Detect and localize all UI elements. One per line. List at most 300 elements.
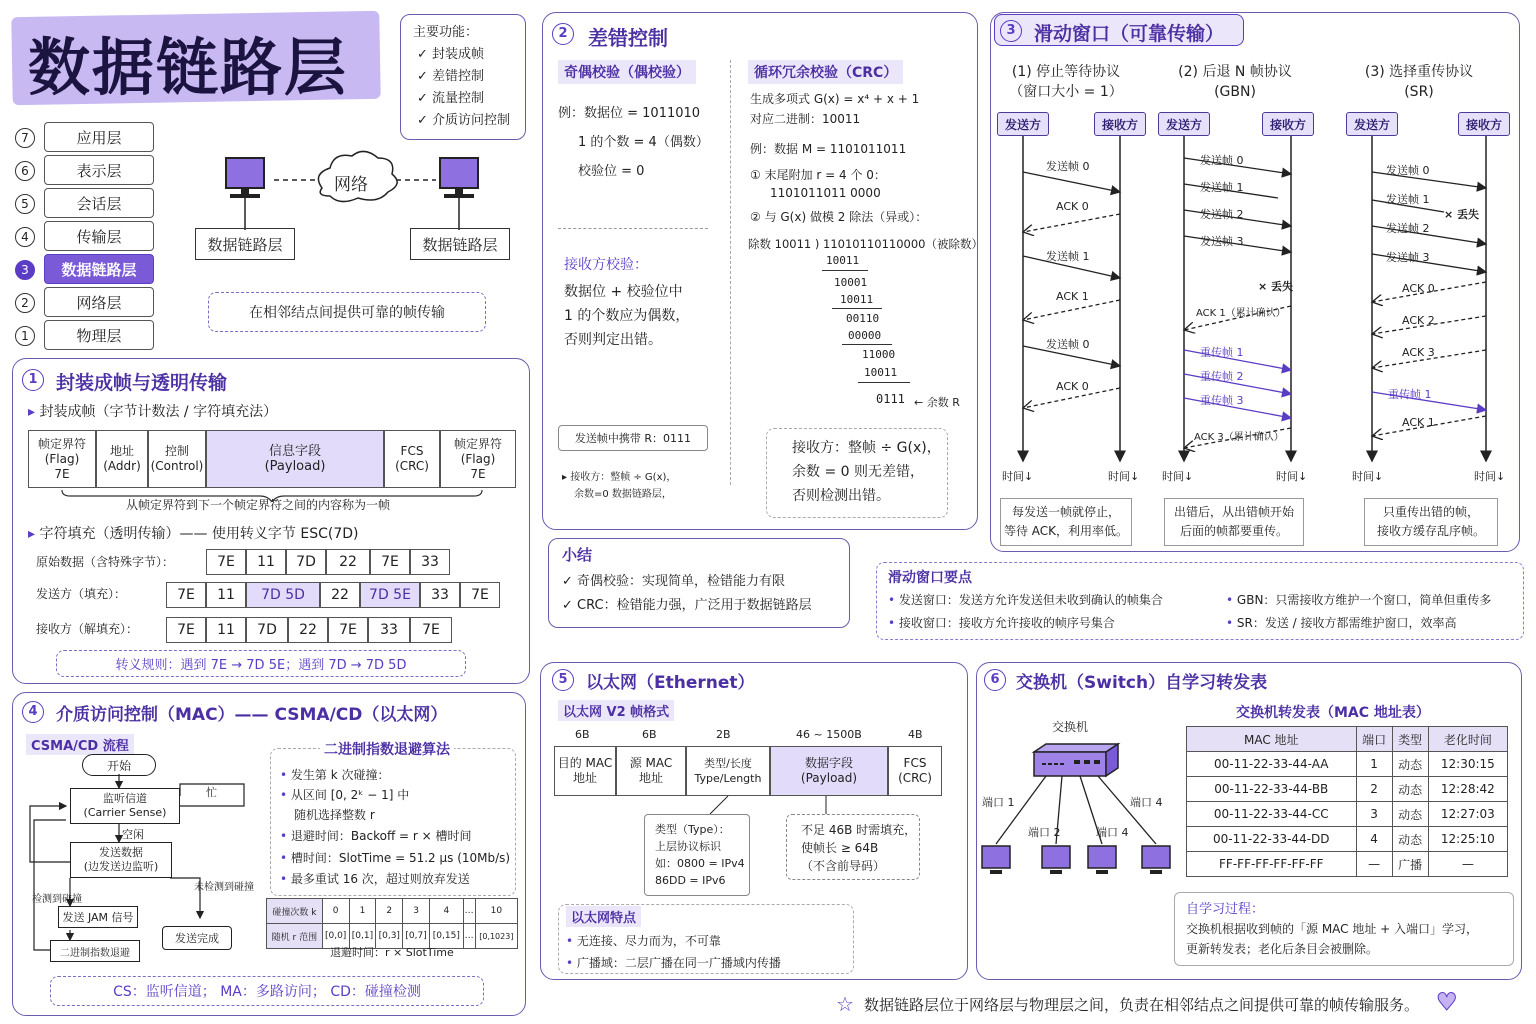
- stuffing-subtitle: [28, 524, 359, 544]
- msg-label: ACK 2: [1402, 314, 1435, 327]
- table-cell: 1: [1356, 752, 1392, 777]
- crc-recv-line: 余数 = 0 则无差错，: [792, 464, 924, 480]
- desc-line: 每发送一帧就停止，: [1011, 505, 1120, 519]
- div-step: 11000: [862, 348, 896, 361]
- table-cell: 动态: [1392, 802, 1428, 827]
- msg-label-resend: 重传帧 1: [1200, 346, 1244, 359]
- msg-label: ACK 0: [1402, 282, 1435, 295]
- backoff-table: [266, 898, 518, 949]
- keypoint-text: 接收窗口：接收方允许接收的帧序号集合: [898, 616, 1115, 630]
- flow-jam: 发送 JAM 信号: [58, 906, 138, 928]
- table-cell: 0: [322, 899, 349, 924]
- table-row: [1187, 852, 1508, 877]
- keypoint-text: SR：发送 / 接收方都需维护窗口，效率高: [1236, 616, 1457, 630]
- msg-label: 发送帧 0: [1046, 160, 1090, 173]
- byte-cell: 7D: [286, 549, 326, 575]
- layer-number: 4: [15, 227, 35, 247]
- time-label: 时间↓: [1352, 470, 1384, 483]
- msg-label: 发送帧 3: [1386, 251, 1430, 264]
- layer-number: 1: [15, 326, 35, 346]
- protocol-desc: [1164, 498, 1304, 546]
- table-cell: 2: [1356, 777, 1392, 802]
- table-cell: 4: [429, 899, 463, 924]
- keypoint: • SR：发送 / 接收方都需维护窗口，效率高: [1226, 616, 1457, 630]
- section-4-title: 介质访问控制（MAC）—— CSMA/CD（以太网）: [56, 705, 448, 725]
- table-row: [1187, 827, 1508, 852]
- footer-text: 数据链路层位于网络层与物理层之间，负责在相邻结点之间提供可靠的帧传输服务。: [864, 996, 1420, 1014]
- protocol-desc: [1000, 498, 1132, 546]
- layer-number: 6: [15, 161, 35, 181]
- msg-label: ACK 3: [1402, 346, 1435, 359]
- feature-item: ✓ 流量控制: [417, 91, 485, 106]
- protocol-name: (1) 停止等待协议: [1011, 64, 1121, 80]
- table-cell: 动态: [1392, 752, 1428, 777]
- time-label: 时间↓: [1002, 470, 1034, 483]
- msg-label: ACK 1: [1056, 290, 1089, 303]
- desc-line: 出错后，从出错帧开始: [1173, 505, 1294, 519]
- msg-label: 发送帧 0: [1046, 338, 1090, 351]
- frame-field: FCS (CRC): [384, 430, 440, 488]
- parity-recv-title: 接收方校验：: [564, 257, 648, 273]
- msg-label: 发送帧 2: [1200, 208, 1244, 221]
- layer-transport: 传输层: [44, 221, 154, 251]
- layer-application: 应用层: [44, 122, 154, 152]
- table-cell: 00-11-22-33-44-BB: [1187, 777, 1357, 802]
- table-row: [1187, 777, 1508, 802]
- receiver-tag: 接收方: [1094, 112, 1146, 136]
- section-number: 4: [22, 701, 44, 723]
- layer-presentation: 表示层: [44, 155, 154, 185]
- msg-label: 发送帧 1: [1046, 250, 1090, 263]
- byte-cell: 11: [206, 617, 246, 643]
- section-6-title: 交换机（Switch）自学习转发表: [1016, 673, 1268, 693]
- heart-icon: ♥: [1436, 988, 1458, 1016]
- escape-rule-text: 转义规则：遇到 7E → 7D 5E；遇到 7D → 7D 5D: [115, 658, 407, 673]
- row-receiver-label: 接收方（解填充）：: [36, 622, 139, 636]
- eth-field: 数据字段 (Payload): [770, 746, 888, 796]
- protocol-desc: [1364, 498, 1498, 546]
- sender-tag: 发送方: [1346, 112, 1398, 136]
- eth-features-title: 以太网特点: [566, 906, 641, 927]
- parity-title: 奇偶校验（偶校验）: [558, 60, 696, 84]
- table-cell: 动态: [1392, 777, 1428, 802]
- table-cell: 12:25:10: [1428, 827, 1507, 852]
- computer-icon: [226, 158, 264, 198]
- crc-side-note: 余数=0 数据链路层，: [574, 489, 672, 500]
- parity-line: 例：数据位 = 1011010: [558, 106, 701, 121]
- time-label: 时间↓: [1108, 470, 1140, 483]
- field-size: 2B: [716, 728, 731, 741]
- row-sender-label: 发送方（填充）：: [36, 587, 127, 601]
- crc-send-note: [558, 425, 708, 451]
- computer-icon: [1088, 846, 1116, 868]
- byte-cell: 7E: [328, 617, 368, 643]
- keypoints-title: 滑动窗口要点: [888, 570, 972, 586]
- csma-legend: [50, 976, 484, 1006]
- backoff-line: • 从区间 [0, 2ᵏ − 1] 中: [280, 788, 410, 802]
- divider: [558, 228, 708, 229]
- keypoint-text: GBN：只需接收方维护一个窗口，简单但重传多: [1236, 593, 1492, 607]
- field-size: 46 ~ 1500B: [796, 728, 862, 741]
- desc-line: 接收方缓存乱序帧。: [1376, 524, 1485, 538]
- div-rule: [842, 344, 892, 345]
- csma-legend-text: CS：监听信道； MA：多路访问； CD：碰撞检测: [113, 984, 421, 1000]
- port-label: 端口 4: [1096, 826, 1129, 839]
- table-cell: 4: [1356, 827, 1392, 852]
- field-size: 6B: [642, 728, 657, 741]
- switch-icon: [1034, 744, 1118, 776]
- msg-label: ACK 1: [1402, 416, 1435, 429]
- table-row: [1187, 752, 1508, 777]
- msg-label: ACK 0: [1056, 380, 1089, 393]
- desc-line: 等待 ACK，利用率低。: [1003, 524, 1129, 538]
- protocol-title: [1344, 62, 1494, 102]
- eth-feature: • 无连接、尽力而为，不可靠: [566, 934, 721, 948]
- keypoint: • GBN：只需接收方维护一个窗口，简单但重传多: [1226, 593, 1492, 607]
- eth-feature-text: 无连接、尽力而为，不可靠: [576, 934, 721, 948]
- row-original-label: 原始数据（含特殊字节）：: [36, 555, 175, 569]
- backoff-line: • 最多重试 16 次，超过则放弃发送: [280, 872, 470, 886]
- table-cell: [0,15]: [429, 924, 463, 949]
- msg-label: ACK 1（累计确认）: [1196, 308, 1286, 319]
- lost-marker: × 丢失: [1444, 208, 1480, 221]
- byte-cell: 7E: [370, 549, 410, 575]
- msg-label-resend: 重传帧 3: [1200, 394, 1244, 407]
- switch-diagram: [976, 736, 1186, 886]
- crc-recv-line: 接收方：整帧 ÷ G(x)，: [792, 440, 941, 456]
- section-1-title: 封装成帧与透明传输: [56, 372, 228, 394]
- mac-table-title: 交换机转发表（MAC 地址表）: [1236, 705, 1430, 721]
- byte-cell: 7E: [166, 617, 206, 643]
- crc-recv-line: 否则检测出错。: [792, 488, 890, 504]
- section-number: 6: [984, 669, 1006, 691]
- computer-icon: [1042, 846, 1070, 868]
- network-note-text: 在相邻结点间提供可靠的帧传输: [249, 305, 445, 321]
- table-cell: [0,1]: [349, 924, 376, 949]
- field-size: 4B: [908, 728, 923, 741]
- summary-line: ✓ CRC：检错能力强，广泛用于数据链路层: [562, 598, 812, 613]
- div-step: 10011: [826, 254, 860, 267]
- parity-recv-line: 否则判定出错。: [564, 332, 662, 348]
- parity-recv-line: 1 的个数应为偶数，: [564, 308, 690, 324]
- table-cell: —: [1428, 852, 1507, 877]
- table-row: [1187, 802, 1508, 827]
- features-heading: 主要功能：: [413, 25, 479, 40]
- msg-label: 发送帧 2: [1386, 222, 1430, 235]
- triangle-icon: ▸: [28, 404, 40, 420]
- byte-cell: 7E: [410, 617, 452, 643]
- section-5-number: [552, 668, 574, 691]
- escaped-byte-cell: 7D 5D: [246, 582, 320, 608]
- section-2-number: [552, 22, 574, 45]
- div-rule: [822, 270, 868, 271]
- table-cell: 00-11-22-33-44-DD: [1187, 827, 1357, 852]
- remainder-label: ← 余数 R: [914, 396, 960, 409]
- summary-title: 小结: [562, 546, 593, 564]
- table-cell: [0,7]: [403, 924, 430, 949]
- port-label: 端口 4: [1130, 796, 1163, 809]
- table-cell: 1: [349, 899, 376, 924]
- byte-cell: 7E: [460, 582, 500, 608]
- msg-label: ACK 3（累计确认）: [1194, 432, 1284, 443]
- eth-field: 源 MAC 地址: [616, 746, 686, 796]
- time-label: 时间↓: [1162, 470, 1194, 483]
- keypoint-text: 发送窗口：发送方允许发送但未收到确认的帧集合: [898, 593, 1163, 607]
- field-size: 6B: [575, 728, 590, 741]
- stuffing-subtitle-text: 字符填充（透明传输）—— 使用转义字节 ESC(7D): [39, 526, 359, 542]
- triangle-icon: ▸: [28, 526, 40, 542]
- table-cell: 动态: [1392, 827, 1428, 852]
- section-4-number: [22, 700, 44, 723]
- flow-no-collision: 未检测到碰撞: [194, 882, 254, 893]
- flow-send: 发送数据 (边发送边监听): [70, 842, 172, 878]
- backoff-table-note: 退避时间：r × SlotTime: [330, 946, 454, 959]
- keypoint: • 发送窗口：发送方允许发送但未收到确认的帧集合: [888, 593, 1163, 607]
- padding-note: 不足 46B 时需填充， 使帧长 ≥ 64B （不含前导码）: [786, 814, 920, 880]
- crc-send-text: 发送帧中携带 R：0111: [574, 432, 692, 445]
- table-cell: 3: [1356, 802, 1392, 827]
- table-cell: FF-FF-FF-FF-FF-FF: [1187, 852, 1357, 877]
- desc-line: 只重传出错的帧，: [1382, 505, 1479, 519]
- msg-label: 发送帧 3: [1200, 235, 1244, 248]
- mac-table: [1186, 726, 1508, 877]
- div-rule: [832, 308, 882, 309]
- byte-cell: 22: [320, 582, 360, 608]
- flow-busy: 忙: [206, 786, 217, 799]
- backoff-text: 从区间 [0, 2ᵏ − 1] 中: [290, 788, 410, 802]
- layer-session: 会话层: [44, 188, 154, 218]
- msg-label: 发送帧 1: [1386, 193, 1430, 206]
- div-rule: [858, 382, 910, 383]
- byte-cell: 11: [246, 549, 286, 575]
- network-note: [208, 292, 486, 332]
- byte-cell: 33: [410, 549, 450, 575]
- div-remainder: 0111: [876, 392, 905, 406]
- escaped-byte-cell: 7D 5E: [360, 582, 420, 608]
- table-header: 老化时间: [1428, 727, 1507, 752]
- msg-label: ACK 0: [1056, 200, 1089, 213]
- framing-subtitle: [28, 402, 277, 422]
- backoff-line: • 退避时间：Backoff = r × 槽时间: [280, 829, 472, 843]
- eth-field: 目的 MAC 地址: [554, 746, 616, 796]
- protocol-name: (2) 后退 N 帧协议: [1178, 64, 1292, 80]
- table-cell: [0,0]: [322, 924, 349, 949]
- byte-cell: 22: [288, 617, 328, 643]
- type-note: 类型（Type）： 上层协议标识 如：0800 = IPv4 86DD = IPv6: [644, 814, 750, 896]
- msg-label: 发送帧 0: [1200, 154, 1244, 167]
- section-3-title: 滑动窗口（可靠传输）: [1034, 23, 1225, 45]
- backoff-line: • 槽时间：SlotTime = 51.2 μs (10Mb/s): [280, 851, 511, 865]
- features-card: [400, 14, 526, 140]
- sender-tag: 发送方: [997, 112, 1049, 136]
- msg-label-resend: 重传帧 2: [1200, 370, 1244, 383]
- byte-cell: 22: [326, 549, 370, 575]
- flow-title: CSMA/CD 流程: [26, 734, 134, 755]
- section-number: 1: [22, 369, 44, 391]
- frame-field: 控制 (Control): [148, 430, 206, 488]
- div-step: 10011: [864, 366, 898, 379]
- learning-title: 自学习过程：: [1186, 902, 1265, 917]
- protocol-sub: (GBN): [1214, 84, 1256, 100]
- table-header: 端口: [1356, 727, 1392, 752]
- frame-field: 帧定界符 (Flag) 7E: [440, 430, 516, 488]
- dll-right-box: 数据链路层: [410, 228, 510, 260]
- feature-item: ✓ 介质访问控制: [417, 113, 511, 128]
- flow-done: 发送完成: [162, 926, 232, 950]
- layer-number: 5: [15, 194, 35, 214]
- byte-cell: 7E: [166, 582, 206, 608]
- computer-icon: [440, 158, 478, 198]
- eth-field: FCS (CRC): [888, 746, 942, 796]
- byte-cell: 33: [420, 582, 460, 608]
- crc-line: 生成多项式 G(x) = x⁴ + x + 1: [750, 92, 920, 106]
- backoff-text: 槽时间：SlotTime = 51.2 μs (10Mb/s): [290, 851, 511, 865]
- receiver-tag: 接收方: [1262, 112, 1314, 136]
- div-step: 10001: [834, 276, 868, 289]
- computer-icon: [1142, 846, 1170, 868]
- backoff-line: • 发生第 k 次碰撞：: [280, 768, 390, 782]
- table-cell: 12:27:03: [1428, 802, 1507, 827]
- port-label: 端口 1: [982, 796, 1015, 809]
- layer-number: 2: [15, 293, 35, 313]
- learning-line: 更新转发表；老化后条目会被删除。: [1186, 942, 1379, 956]
- protocol-sub: （窗口大小 = 1）: [1009, 84, 1123, 100]
- receiver-tag: 接收方: [1458, 112, 1510, 136]
- parity-line: 校验位 = 0: [578, 164, 645, 179]
- crc-line: 对应二进制：10011: [750, 112, 861, 126]
- table-cell: 12:30:15: [1428, 752, 1507, 777]
- eth-feature: • 广播域：二层广播在同一广播域内传播: [566, 956, 781, 970]
- backoff-text: 发生第 k 次碰撞：: [290, 768, 390, 782]
- table-header: 随机 r 范围: [267, 924, 323, 949]
- table-cell: 10: [475, 899, 517, 924]
- table-header: MAC 地址: [1187, 727, 1357, 752]
- table-cell: 广播: [1392, 852, 1428, 877]
- flow-backoff: 二进制指数退避: [50, 940, 140, 962]
- keypoint: • 接收窗口：接收方允许接收的帧序号集合: [888, 616, 1115, 630]
- table-header: 类型: [1392, 727, 1428, 752]
- dll-left-box: 数据链路层: [195, 228, 295, 260]
- computer-icon: [982, 846, 1010, 868]
- flow-listen: 监听信道 (Carrier Sense): [70, 788, 180, 824]
- summary-line: ✓ 奇偶校验：实现简单，检错能力有限: [562, 574, 786, 589]
- parity-recv-line: 数据位 + 校验位中: [564, 284, 683, 300]
- layer-number: 3: [15, 260, 35, 280]
- backoff-text: 退避时间：Backoff = r × 槽时间: [290, 829, 472, 843]
- crc-line: 例：数据 M = 1101011011: [750, 142, 907, 156]
- table-cell: …: [463, 899, 475, 924]
- layer-data-link: 数据链路层: [44, 254, 154, 284]
- protocol-title: [996, 62, 1136, 102]
- section-2-title: 差错控制: [588, 26, 668, 50]
- feature-item: ✓ 差错控制: [417, 69, 485, 84]
- section-6-number: [984, 668, 1006, 691]
- table-cell: 00-11-22-33-44-AA: [1187, 752, 1357, 777]
- byte-cell: 7E: [206, 549, 246, 575]
- feature-item: ✓ 封装成帧: [417, 47, 485, 62]
- crc-division: 除数 10011 ) 11010110110000（被除数）: [748, 237, 983, 251]
- cloud-label: 网络: [334, 175, 368, 195]
- frame-field: 地址 (Addr): [96, 430, 148, 488]
- section-number: 3: [1000, 20, 1022, 42]
- eth-field: 类型/长度 Type/Length: [686, 746, 770, 796]
- backoff-line: 随机选择整数 r: [294, 808, 375, 822]
- byte-cell: 11: [206, 582, 246, 608]
- section-5-title: 以太网（Ethernet）: [586, 673, 755, 693]
- star-icon: ☆: [836, 992, 854, 1016]
- table-cell: 3: [403, 899, 430, 924]
- msg-label: 发送帧 0: [1386, 164, 1430, 177]
- eth-feature-text: 广播域：二层广播在同一广播域内传播: [576, 956, 781, 970]
- callout-lines: [650, 796, 850, 816]
- section-1-number: [22, 368, 44, 391]
- port-label: 端口 2: [1028, 826, 1061, 839]
- table-cell: 2: [376, 899, 403, 924]
- table-cell: 00-11-22-33-44-CC: [1187, 802, 1357, 827]
- table-header: 碰撞次数 k: [267, 899, 323, 924]
- section-number: 2: [552, 23, 574, 45]
- section-number: 5: [552, 669, 574, 691]
- crc-line: ① 末尾附加 r = 4 个 0：: [750, 168, 886, 182]
- protocol-title: [1160, 62, 1310, 102]
- switch-label: 交换机: [1052, 720, 1089, 734]
- desc-line: 后面的帧都要重传。: [1179, 524, 1288, 538]
- protocol-name: (3) 选择重传协议: [1364, 64, 1474, 80]
- table-cell: —: [1356, 852, 1392, 877]
- flow-idle: 空闲: [122, 828, 144, 841]
- flow-start: 开始: [82, 754, 156, 776]
- flow-collision: 检测到碰撞: [32, 894, 82, 905]
- protocol-sub: (SR): [1404, 84, 1434, 100]
- escape-rule: [56, 650, 466, 677]
- div-step: 10011: [840, 293, 874, 306]
- time-label: 时间↓: [1276, 470, 1308, 483]
- learning-line: 交换机根据收到帧的「源 MAC 地址 + 入端口」学习，: [1186, 922, 1479, 936]
- frame-field: 帧定界符 (Flag) 7E: [28, 430, 96, 488]
- table-cell: …: [463, 924, 475, 949]
- table-cell: [0,1023]: [475, 924, 517, 949]
- crc-side-note: ▸ 接收方：整帧 ÷ G(x)，: [562, 472, 677, 483]
- table-cell: [0,3]: [376, 924, 403, 949]
- sender-tag: 发送方: [1158, 112, 1210, 136]
- div-step: 00000: [848, 329, 882, 342]
- lost-marker: × 丢失: [1258, 280, 1294, 293]
- section-3-number: [1000, 19, 1022, 42]
- msg-label: 发送帧 1: [1200, 181, 1244, 194]
- layer-physical: 物理层: [44, 320, 154, 350]
- div-step: 00110: [846, 312, 880, 325]
- frame-field: 信息字段 (Payload): [206, 430, 384, 488]
- layer-network: 网络层: [44, 287, 154, 317]
- time-label: 时间↓: [1474, 470, 1506, 483]
- backoff-title: 二进制指数退避算法: [320, 739, 454, 759]
- backoff-text: 最多重试 16 次，超过则放弃发送: [290, 872, 470, 886]
- crc-title: 循环冗余校验（CRC）: [748, 60, 903, 84]
- byte-cell: 7D: [246, 617, 288, 643]
- msg-label-resend: 重传帧 1: [1388, 388, 1432, 401]
- crc-line: ② 与 G(x) 做模 2 除法（异或）：: [750, 210, 928, 224]
- frame-brace-note: 从帧定界符到下一个帧定界符之间的内容称为一帧: [126, 498, 391, 512]
- crc-line: 1101011011 0000: [770, 186, 881, 200]
- page-title: 数据链路层: [28, 31, 349, 104]
- layer-number: 7: [15, 128, 35, 148]
- framing-subtitle-text: 封装成帧（字节计数法 / 字符填充法）: [39, 404, 278, 420]
- eth-format-title: 以太网 V2 帧格式: [558, 700, 674, 721]
- table-cell: 12:28:42: [1428, 777, 1507, 802]
- byte-cell: 33: [368, 617, 410, 643]
- parity-line: 1 的个数 = 4（偶数）: [578, 135, 709, 150]
- column-divider: [730, 60, 731, 485]
